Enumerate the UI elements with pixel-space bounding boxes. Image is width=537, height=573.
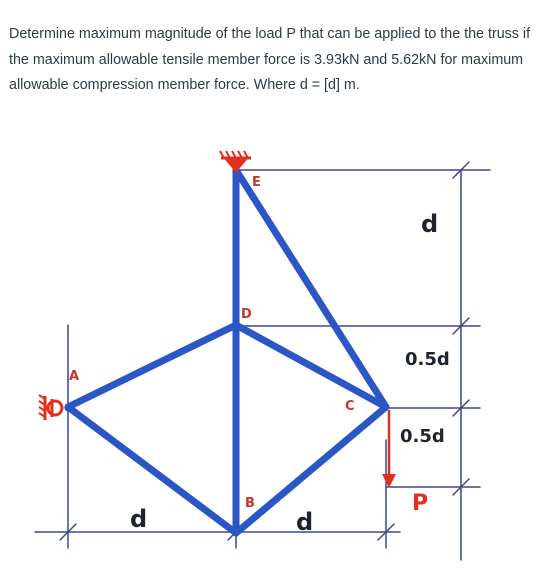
truss-diagram	[0, 128, 537, 573]
node-label-d: D	[241, 307, 252, 322]
dim-label-horizontal-right: d	[296, 508, 314, 536]
dim-label-vertical-mid: 0.5d	[405, 349, 450, 370]
member-ec	[236, 170, 386, 407]
support-a-roller	[39, 395, 62, 420]
node-label-b: B	[245, 496, 255, 511]
truss-members	[68, 170, 386, 533]
load-label-p: P	[412, 491, 429, 516]
dim-label-horizontal-left: d	[130, 505, 148, 533]
problem-statement: Determine maximum magnitude of the load P that can be applied to the the truss if the maximum allowable tensile member force is 3.93kN and 5.62kN for maximum allowable compression member force. Where d = [d] m.	[9, 26, 531, 94]
dim-label-vertical-low: 0.5d	[400, 426, 445, 447]
node-labels	[69, 175, 355, 511]
support-e-pin	[220, 151, 251, 172]
node-label-e: E	[252, 175, 261, 190]
node-label-c: C	[345, 399, 355, 414]
load-arrow	[382, 410, 396, 488]
node-label-a: A	[69, 369, 80, 384]
member-ad	[68, 325, 236, 407]
dim-label-vertical-top: d	[421, 210, 439, 238]
member-ab	[68, 407, 236, 533]
